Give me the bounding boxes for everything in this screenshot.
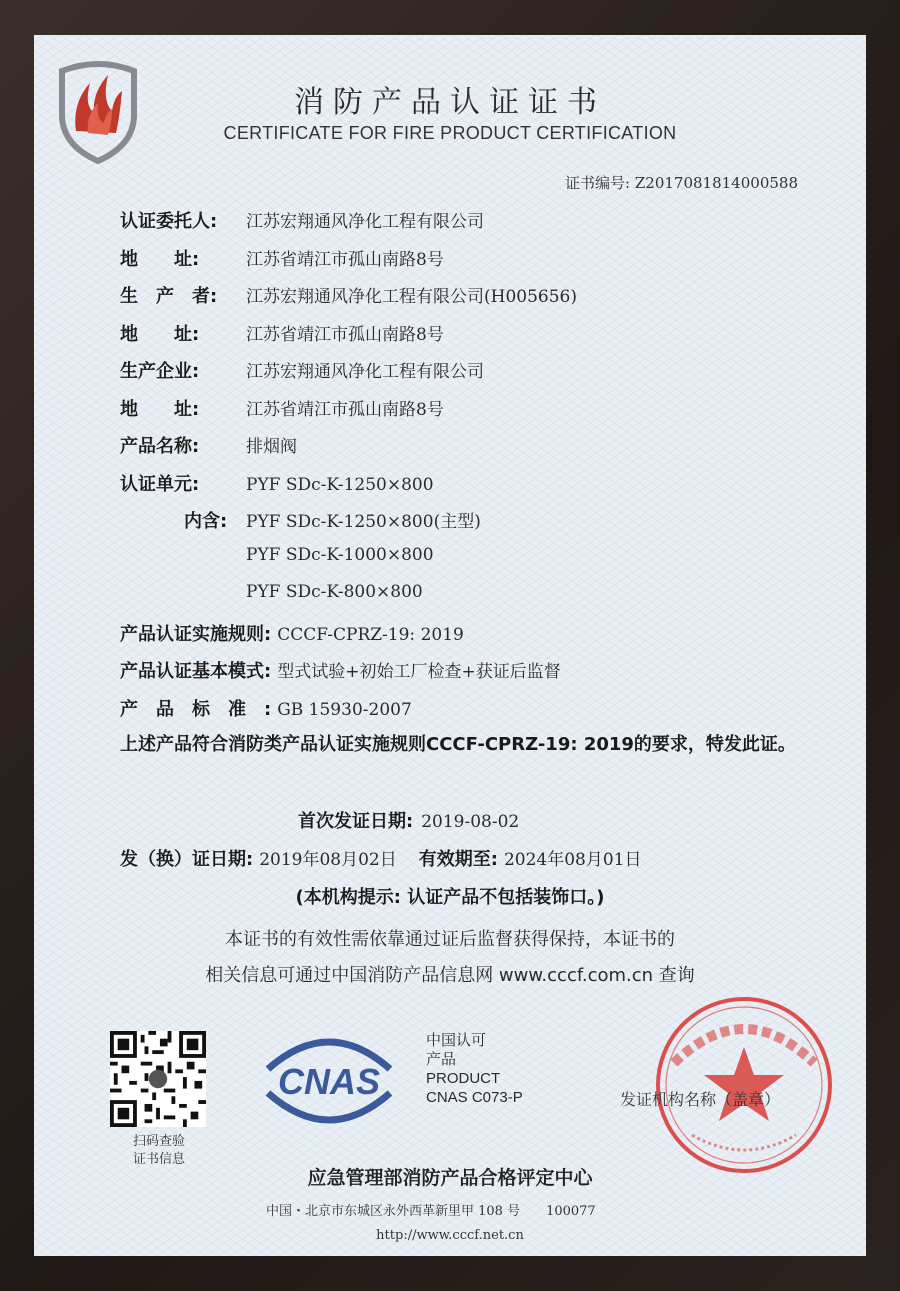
field-producer-address	[120, 320, 444, 346]
field-value: 江苏宏翔通风净化工程有限公司(H005656)	[246, 287, 577, 307]
cnas-line4: CNAS C073-P	[426, 1089, 523, 1106]
field-label: 产品认证基本模式:	[120, 661, 272, 682]
cnas-line1: 中国认可	[426, 1032, 487, 1049]
contains-row	[246, 545, 434, 565]
field-product-name	[120, 432, 297, 458]
certificate-title-en: CERTIFICATE FOR FIRE PRODUCT CERTIFICATION	[223, 123, 677, 143]
field-value: 江苏省靖江市孤山南路8号	[246, 325, 444, 345]
qr-caption-line2: 证书信息	[132, 1152, 185, 1167]
compliance-statement: 上述产品符合消防类产品认证实施规则CCCF-CPRZ-19: 2019的要求，特发此证。	[120, 734, 796, 755]
field-label: 地 址:	[120, 249, 200, 270]
field-value: 排烟阀	[246, 437, 297, 457]
validity-note-line1: 本证书的有效性需依靠通过证后监督获得保持，本证书的	[225, 929, 675, 950]
cnas-logo-text: CNAS	[277, 1061, 381, 1102]
field-value: 江苏宏翔通风净化工程有限公司	[246, 212, 484, 232]
field-manufacturer	[120, 357, 484, 383]
cnas-line3: PRODUCT	[426, 1070, 501, 1087]
field-label: 认证单元:	[120, 474, 200, 495]
certificate-title: 消防产品认证证书	[294, 85, 606, 120]
issue-date-value: 2019年08月02日	[259, 850, 397, 870]
issuing-organization: 应急管理部消防产品合格评定中心	[307, 1167, 593, 1189]
certificate-paper	[34, 35, 866, 1256]
contains-item: PYF SDc-K-1250×800(主型)	[246, 512, 481, 532]
contains-row	[184, 507, 481, 533]
field-value: 江苏省靖江市孤山南路8号	[246, 400, 444, 420]
issue-date-label: 发（换）证日期:	[120, 849, 254, 870]
field-label: 生产企业:	[120, 361, 200, 382]
cnas-logo	[254, 1023, 404, 1135]
contains-item: PYF SDc-K-1000×800	[246, 545, 434, 565]
field-label: 认证委托人:	[120, 211, 218, 232]
field-value: CCCF-CPRZ-19: 2019	[277, 625, 464, 645]
field-label: 产品认证实施规则:	[120, 624, 272, 645]
issuer-seal-label: 发证机构名称（盖章）	[620, 1090, 781, 1109]
contains-row	[246, 582, 423, 602]
field-value: PYF SDc-K-1250×800	[246, 475, 434, 495]
field-label: 产 品 标 准 :	[120, 699, 272, 720]
field-label: 生 产 者:	[120, 286, 218, 307]
field-value: GB 15930-2007	[277, 700, 412, 720]
first-issue-date	[298, 807, 519, 833]
field-cert-unit	[120, 470, 434, 496]
field-client-address	[120, 245, 444, 271]
organization-address: 中国・北京市东城区永外西革新里甲 108 号 100077	[266, 1204, 596, 1219]
field-producer	[120, 282, 577, 308]
field-label: 产品名称:	[120, 436, 200, 457]
issue-date-row	[120, 845, 641, 871]
field-label: 地 址:	[120, 324, 200, 345]
field-value: 型式试验+初始工厂检查+获证后监督	[277, 662, 561, 682]
qr-caption-line1: 扫码查验	[132, 1134, 185, 1149]
field-value: 江苏宏翔通风净化工程有限公司	[246, 362, 484, 382]
agency-reminder: (本机构提示: 认证产品不包括装饰口。)	[295, 887, 605, 908]
cnas-accreditation	[426, 1031, 523, 1107]
cnas-line2: 产品	[426, 1051, 457, 1068]
field-client	[120, 207, 484, 233]
official-seal-stamp	[644, 985, 844, 1185]
contains-item: PYF SDc-K-800×800	[246, 582, 423, 602]
field-implementation-rule	[120, 620, 464, 646]
field-basic-mode	[120, 657, 561, 683]
certificate-number: 证书编号: Z2017081814000588	[565, 174, 798, 192]
organization-url[interactable]: http://www.cccf.net.cn	[376, 1228, 524, 1243]
first-issue-label: 首次发证日期:	[298, 811, 414, 832]
first-issue-value: 2019-08-02	[421, 812, 520, 832]
qr-code[interactable]	[110, 1031, 206, 1127]
valid-until-label: 有效期至:	[418, 849, 498, 870]
field-product-standard	[120, 695, 412, 721]
contains-label: 内含:	[184, 511, 228, 532]
field-manufacturer-address	[120, 395, 444, 421]
validity-note-line2: 相关信息可通过中国消防产品信息网 www.cccf.com.cn 查询	[205, 965, 695, 986]
field-value: 江苏省靖江市孤山南路8号	[246, 250, 444, 270]
valid-until-value: 2024年08月01日	[503, 850, 642, 870]
field-label: 地 址:	[120, 399, 200, 420]
